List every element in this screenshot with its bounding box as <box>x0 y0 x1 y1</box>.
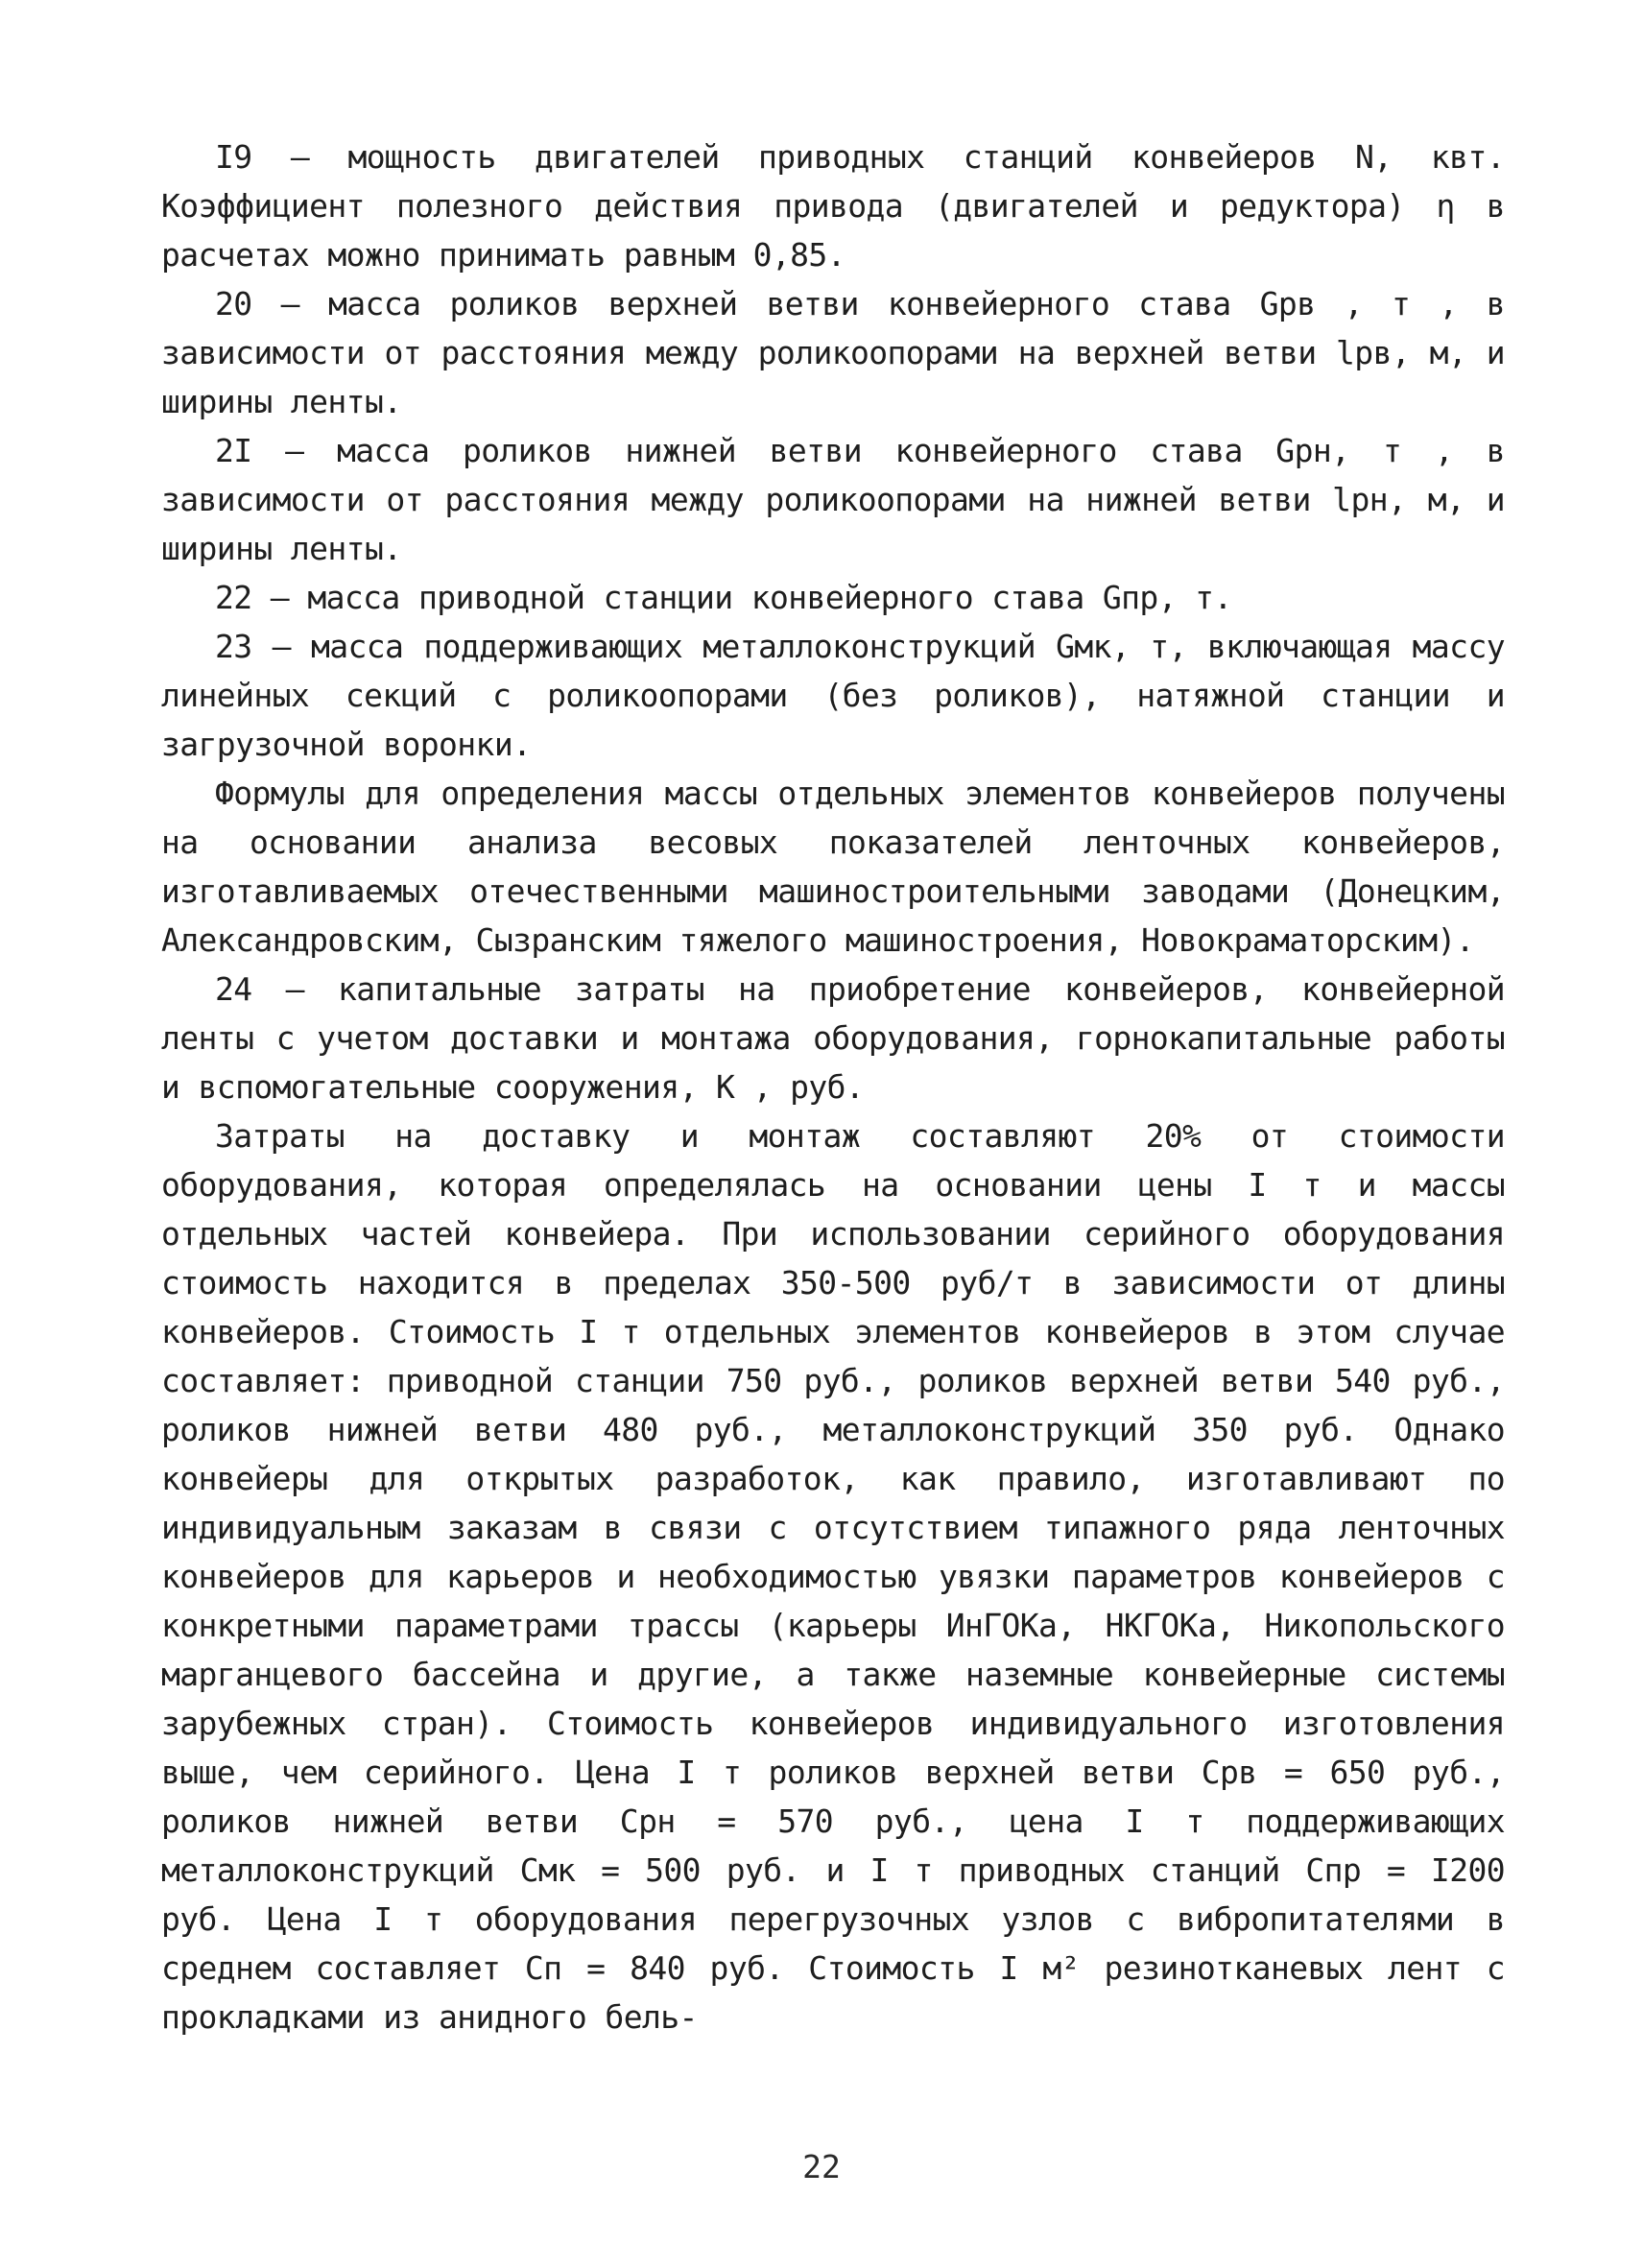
paragraph-22-drive-station: 22 – масса приводной станции конвейерного става Gпр, т. <box>215 579 1232 616</box>
paragraph-19-motor-power: I9 – мощность двигателей приводных станций конвейеров N, квт. Коэффициент полезного действия привода (двигателей и редуктора) η в расчетах можно принимать равным 0,85. <box>161 138 1505 274</box>
body-text <box>161 132 1505 2041</box>
paragraph-20-upper-rollers: 20 – масса роликов верхней ветви конвейерного става Gрв , т , в зависимости от расстояния между роликоопорами на верхней ветви lрв, м, и ширины ленты. <box>161 285 1505 420</box>
paragraph-21-lower-rollers: 2I – масса роликов нижней ветви конвейерного става Gрн, т , в зависимости от расстояния между роликоопорами на нижней ветви lрн, м, и ширины ленты. <box>161 432 1505 567</box>
paragraph-23-steelwork: 23 – масса поддерживающих металлоконструкций Gмк, т, включающая массу линейных секций с роликоопорами (без роликов), натяжной станции и загрузочной воронки. <box>161 628 1505 763</box>
paragraph-formulas: Формулы для определения массы отдельных элементов конвейеров получены на основании анализа весовых показателей ленточных конвейеров, изготавливаемых отечественными машиностроительными заводами (Донецким, Александровским, Сызранским тяжелого машиностроения, Новокраматорским). <box>161 775 1505 959</box>
paragraph-24-capital-costs: 24 – капитальные затраты на приобретение конвейеров, конвейерной ленты с учетом доставки и монтажа оборудования, горнокапитальные работы и вспомогательные сооружения, K , руб. <box>161 970 1505 1106</box>
paragraph-delivery-costs: Затраты на доставку и монтаж составляют 20% от стоимости оборудования, которая определялась на основании цены I т и массы отдельных частей конвейера. При использовании серийного оборудования стоимость находится в пределах 350-500 руб/т в зависимости от длины конвейеров. Стоимость I т отдельных элементов конвейеров в этом случае составляет: приводной станции 750 руб., роликов верхней ветви 540 руб., роликов нижней ветви 480 руб., металлоконструкций 350 руб. Однако конвейеры для открытых разработок, как правило, изготавливают по индивидуальным заказам в связи с отсутствием типажного ряда ленточных конвейеров для карьеров и необходимостью увязки параметров конвейеров с конкретными параметрами трассы (карьеры ИнГОКа, НКГОКа, Никопольского марганцевого бассейна и другие, а также наземные конвейерные системы зарубежных стран). Стоимость конвейеров индивидуального изготовления выше, чем серийного. Цена I т роликов верхней ветви Cрв = 650 руб., роликов нижней ветви Cрн = 570 руб., цена I т поддерживающих металлоконструкций Cмк = 500 руб. и I т приводных станций Cпр = I200 руб. Цена I т оборудования перегрузочных узлов с вибропитателями в среднем составляет Cп = 840 руб. Стоимость I м² резинотканевых лент с прокладками из анидного бель- <box>161 1117 1505 2036</box>
page-number: 22 <box>802 2148 841 2185</box>
